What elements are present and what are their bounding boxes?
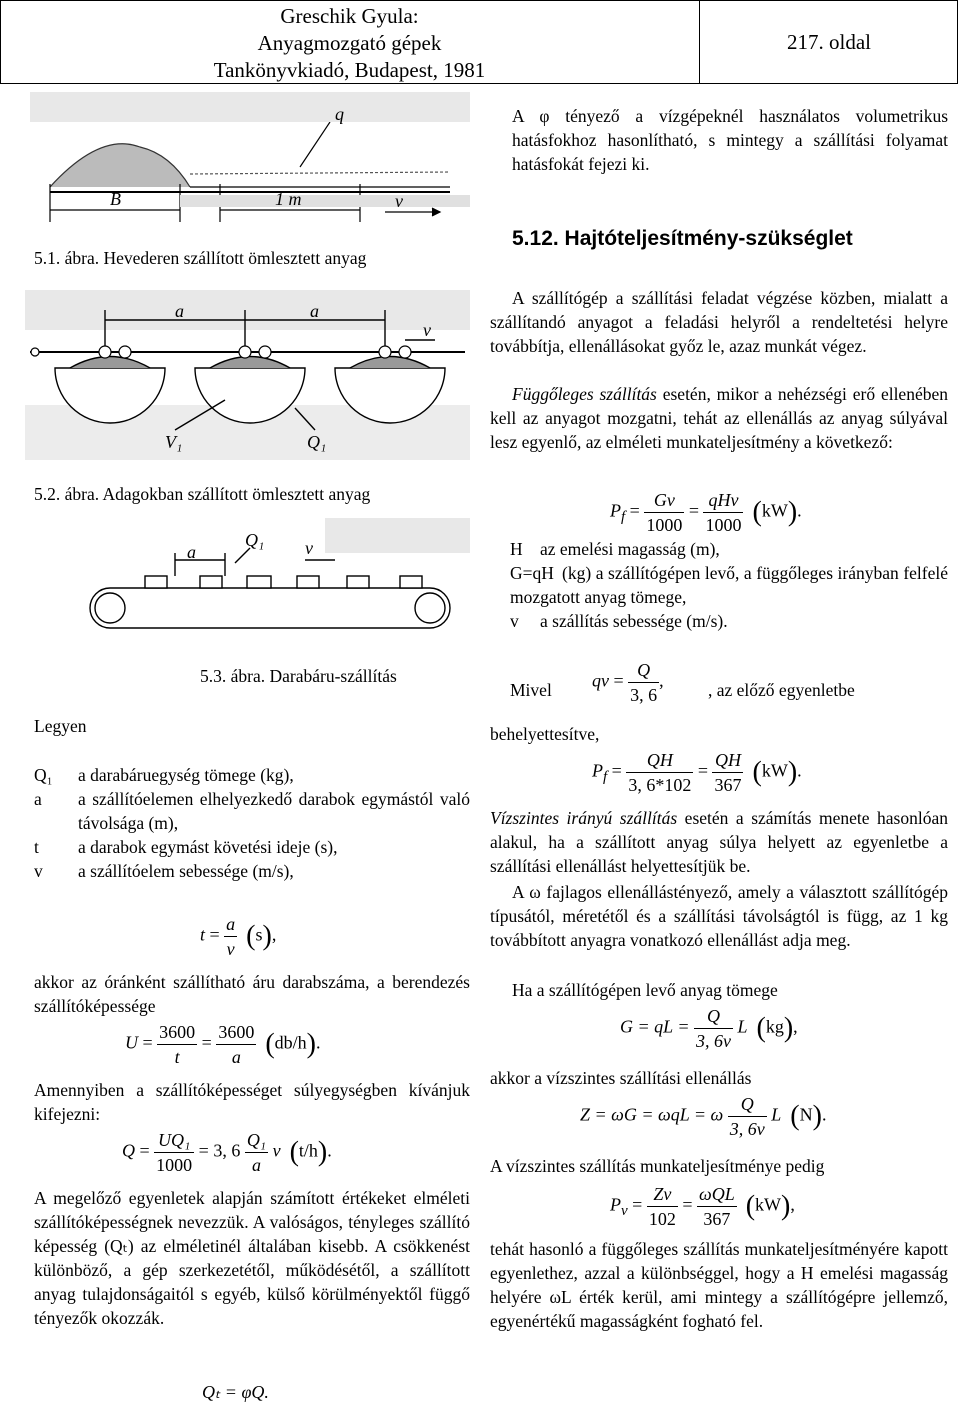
equation-t: t = $\frac{a}{v}$ (s), [200, 914, 277, 959]
pv-frac1: $\frac{Zv}{102}$ [648, 1184, 676, 1229]
pv-lhs: P [610, 1194, 621, 1215]
figure-unit-goods-conveyor [75, 518, 470, 633]
pf-frac1: $\frac{Gv}{1000}$ [646, 490, 683, 535]
equation-pf-vertical: $P_f$ = $\frac{Gv}{1000}$ = $\frac{\text{qHv}}{1000}$ (kW). [610, 490, 802, 535]
paragraph-horizontal [490, 806, 948, 878]
figure-belt-bulk [30, 92, 470, 227]
q-frac1: $\frac{\text{UQ₁}}{1000}$ [156, 1130, 193, 1175]
figure-bucket-conveyor [25, 290, 470, 460]
fig1-label-q: q [335, 104, 344, 124]
fig1-label-1m: 1 m [275, 189, 302, 209]
header-citation [0, 0, 700, 84]
fig2-label-a1: a [175, 301, 184, 321]
header-publisher: Tankönyvkiadó, Budapest, 1981 [213, 58, 486, 82]
def-v2-text: a szállítóelem sebessége (m/s), [78, 861, 294, 881]
fig3-label-a: a [187, 542, 196, 562]
pf2-frac1: $\frac{QH}{3, 6*102}$ [628, 750, 692, 795]
q-var: v [272, 1140, 281, 1161]
fig2-label-v1: V₁ [165, 432, 183, 452]
def-a-sym: a [34, 789, 42, 809]
g-var: L [737, 1016, 748, 1037]
fig1-label-b: B [110, 189, 121, 209]
q-coef: 3, 6 [213, 1140, 241, 1161]
vertical-term: Függőleges szállítás [512, 384, 657, 404]
horizontal-term: Vízszintes irányú szállítás [490, 808, 678, 828]
paragraph-omega: A ω fajlagos ellenállástényező, amely a választott szállítógép típusától, méretétől és a szállítási távolságtól is függ, az 1 kg továbbított anyagra vonatkozó ellenállást adja meg. [490, 882, 948, 950]
def-t-text: a darabok egymást követési ideje (s), [78, 837, 338, 857]
pf2-unit: kW [761, 760, 788, 781]
header-author: Greschik Gyula: [280, 4, 419, 28]
q-lhs: Q [122, 1140, 135, 1161]
pf-sub: f [621, 509, 626, 526]
mivel-tail: , az előző egyenletbe [708, 680, 855, 700]
def-v-sym: v [510, 611, 519, 631]
fig1-label-v: v [395, 191, 403, 211]
pv-sub: v [621, 1203, 628, 1220]
fig2-label-q1: Q₁ [307, 432, 327, 452]
fig3-caption: 5.3. ábra. Darabáru-szállítás [200, 666, 397, 686]
pf-lhs: P [610, 500, 621, 521]
paragraph-resistance: akkor a vízszintes szállítási ellenállás [490, 1068, 752, 1088]
mivel-label: Mivel [510, 680, 552, 700]
behelyettesitve-label: behelyettesítve, [490, 724, 600, 744]
def-v-text: a szállítás sebessége (m/s). [540, 611, 728, 631]
z-unit: N [799, 1104, 813, 1125]
paragraph-mass: Ha a szállítógépen levő anyag tömege [512, 980, 778, 1000]
horizontal-text: esetén a számítás menete hasonlóan alakul, ha a szállított anyag súlya helyett az egyenletbe a szállítási ellenállást helyettesítjük be. [490, 808, 949, 876]
section-title: 5.12. Hajtóteljesítmény-szükséglet [512, 227, 853, 250]
paragraph-conclusion: tehát hasonló a függőleges szállítás munkateljesítményére kapott egyenlethez, azzal a különbséggel, hogy a H emelési magasság helyére ωL érték kerül, ami mintegy a szállítógépre jellemző, egyenértékű magasságként fogható fel. [490, 1239, 948, 1331]
u-lhs: U [125, 1032, 138, 1053]
pf-unit: kW [761, 500, 788, 521]
def-q1-text: a darabáruegység tömege (kg), [78, 765, 294, 785]
u-unit: db/h [274, 1032, 307, 1053]
fig1-caption: 5.1. ábra. Hevederen szállított ömlesztett anyag [34, 248, 367, 268]
equation-z: Z = ωG = ωqL = ω $\frac{Q}{3, 6v}$ L (N). [580, 1094, 827, 1139]
fig3-label-q1: Q₁ [245, 530, 265, 550]
paragraph-horizontal-power: A vízszintes szállítás munkateljesítménye pedig [490, 1156, 825, 1176]
t-unit: s [255, 924, 263, 945]
pf2-frac2: $\frac{QH}{367}$ [714, 750, 742, 795]
equation-pv: $P_v$ = $\frac{Zv}{102}$ = $\frac{\text{ωQL}}{367}$ (kW), [610, 1184, 795, 1229]
def-h-sym: H [510, 539, 523, 559]
paragraph-work: A szállítógép a szállítási feladat végzése közben, mialatt a szállítandó anyagot a feladási helyről a rendeltetési helyre továbbítja, ellenállásokat győz le, azaz munkát végez. [490, 288, 948, 356]
equation-qt: Qₜ = φQ. [202, 1382, 269, 1402]
pv-unit: kW [755, 1194, 782, 1215]
pv-frac2: $\frac{\text{ωQL}}{367}$ [698, 1184, 735, 1229]
fig2-caption: 5.2. ábra. Adagokban szállított ömlesztett anyag [34, 484, 371, 504]
paragraph-capacity: akkor az óránként szállítható áru darabszáma, a berendezés szállítóképessége [34, 972, 470, 1016]
fig2-label-a2: a [310, 301, 319, 321]
u-frac1: $\frac{3600}{t}$ [159, 1022, 196, 1067]
equation-q: Q = $\frac{\text{UQ₁}}{1000}$ = 3, 6 $\frac{\text{Q₁}}{a}$ v (t/h). [122, 1130, 332, 1175]
header-title: Anyagmozgató gépek [257, 31, 442, 55]
qv-frac: $\frac{Q}{3, 6}$ [630, 660, 658, 705]
g-lhs: G = qL = [620, 1016, 690, 1037]
fig3-label-v: v [305, 538, 313, 558]
u-frac2: $\frac{3600}{a}$ [218, 1022, 255, 1067]
pf2-sub: f [603, 769, 608, 786]
fig2-label-v: v [423, 320, 431, 340]
z-lhs: Z = ωG = ωqL = ω [580, 1104, 724, 1125]
equation-g: G = qL = $\frac{Q}{3, 6v}$ L (kg), [620, 1006, 798, 1051]
header-page-number: 217. oldal [787, 30, 871, 54]
equation-pf-substituted: $P_f$ = $\frac{QH}{3, 6*102}$ = $\frac{QH}{367}$ (kW). [592, 750, 802, 795]
t-frac: $\frac{a}{v}$ [226, 914, 236, 959]
g-unit: kg [765, 1016, 784, 1037]
def-a-text: a szállítóelemen elhelyezkedő darabok egymástól való távolsága (m), [78, 789, 470, 833]
z-frac: $\frac{Q}{3, 6v}$ [729, 1094, 765, 1139]
t-lhs: t [200, 924, 206, 945]
legyen-label: Legyen [34, 716, 87, 736]
equation-u: U = $\frac{3600}{t}$ = $\frac{3600}{a}$ (db/h). [125, 1022, 321, 1067]
paragraph-vertical [490, 382, 948, 454]
def-g-text: (kg) a szállítógépen levő, a függőleges irányban felfelé mozgatott anyag tömege, [510, 563, 948, 607]
q-frac2: $\frac{\text{Q₁}}{a}$ [246, 1130, 267, 1175]
def-v2-sym: v [34, 861, 43, 881]
paragraph-weight-unit: Amennyiben a szállítóképességet súlyegységben kívánjuk kifejezni: [34, 1080, 470, 1124]
vertical-text: esetén, mikor a nehézségi erő ellenében kell az anyagot mozgatni, tehát az ellenállás az anyag súlyával lesz egyenlő, az elméleti munkateljesítmény a következő: [490, 384, 948, 452]
q-unit: t/h [298, 1140, 318, 1161]
pf2-lhs: P [592, 760, 603, 781]
def-q1-sym: Q₁ [34, 765, 53, 785]
equation-qv: qv = $\frac{Q}{3, 6}$ , [592, 660, 664, 705]
intro-paragraph: A φ tényező a vízgépeknél használatos volumetrikus hatásfokhoz hasonlítható, s mintegy a szállítási folyamat hatásfokát fejezi ki. [512, 106, 948, 174]
z-var: L [771, 1104, 782, 1125]
g-frac: $\frac{Q}{3, 6v}$ [695, 1006, 731, 1051]
def-t-sym: t [34, 837, 39, 857]
def-h-text: az emelési magasság (m), [540, 539, 720, 559]
def-g-sym: G=qH [510, 563, 554, 583]
qv-lhs: qv [592, 670, 609, 691]
pf-frac2: $\frac{\text{qHv}}{1000}$ [705, 490, 742, 535]
paragraph-theoretical: A megelőző egyenletek alapján számított értékeket elméleti szállítóképességnek nevezzük. A valóságos, tényleges szállító képesség (Qₜ) az elméletinél általában kisebb. A csökkenést különböző, a gép szerkezetétől, működésétől, a szállított anyag tulajdonságaitól s egyéb, külső körülményektől függő tényezők okozzák. [34, 1188, 470, 1328]
